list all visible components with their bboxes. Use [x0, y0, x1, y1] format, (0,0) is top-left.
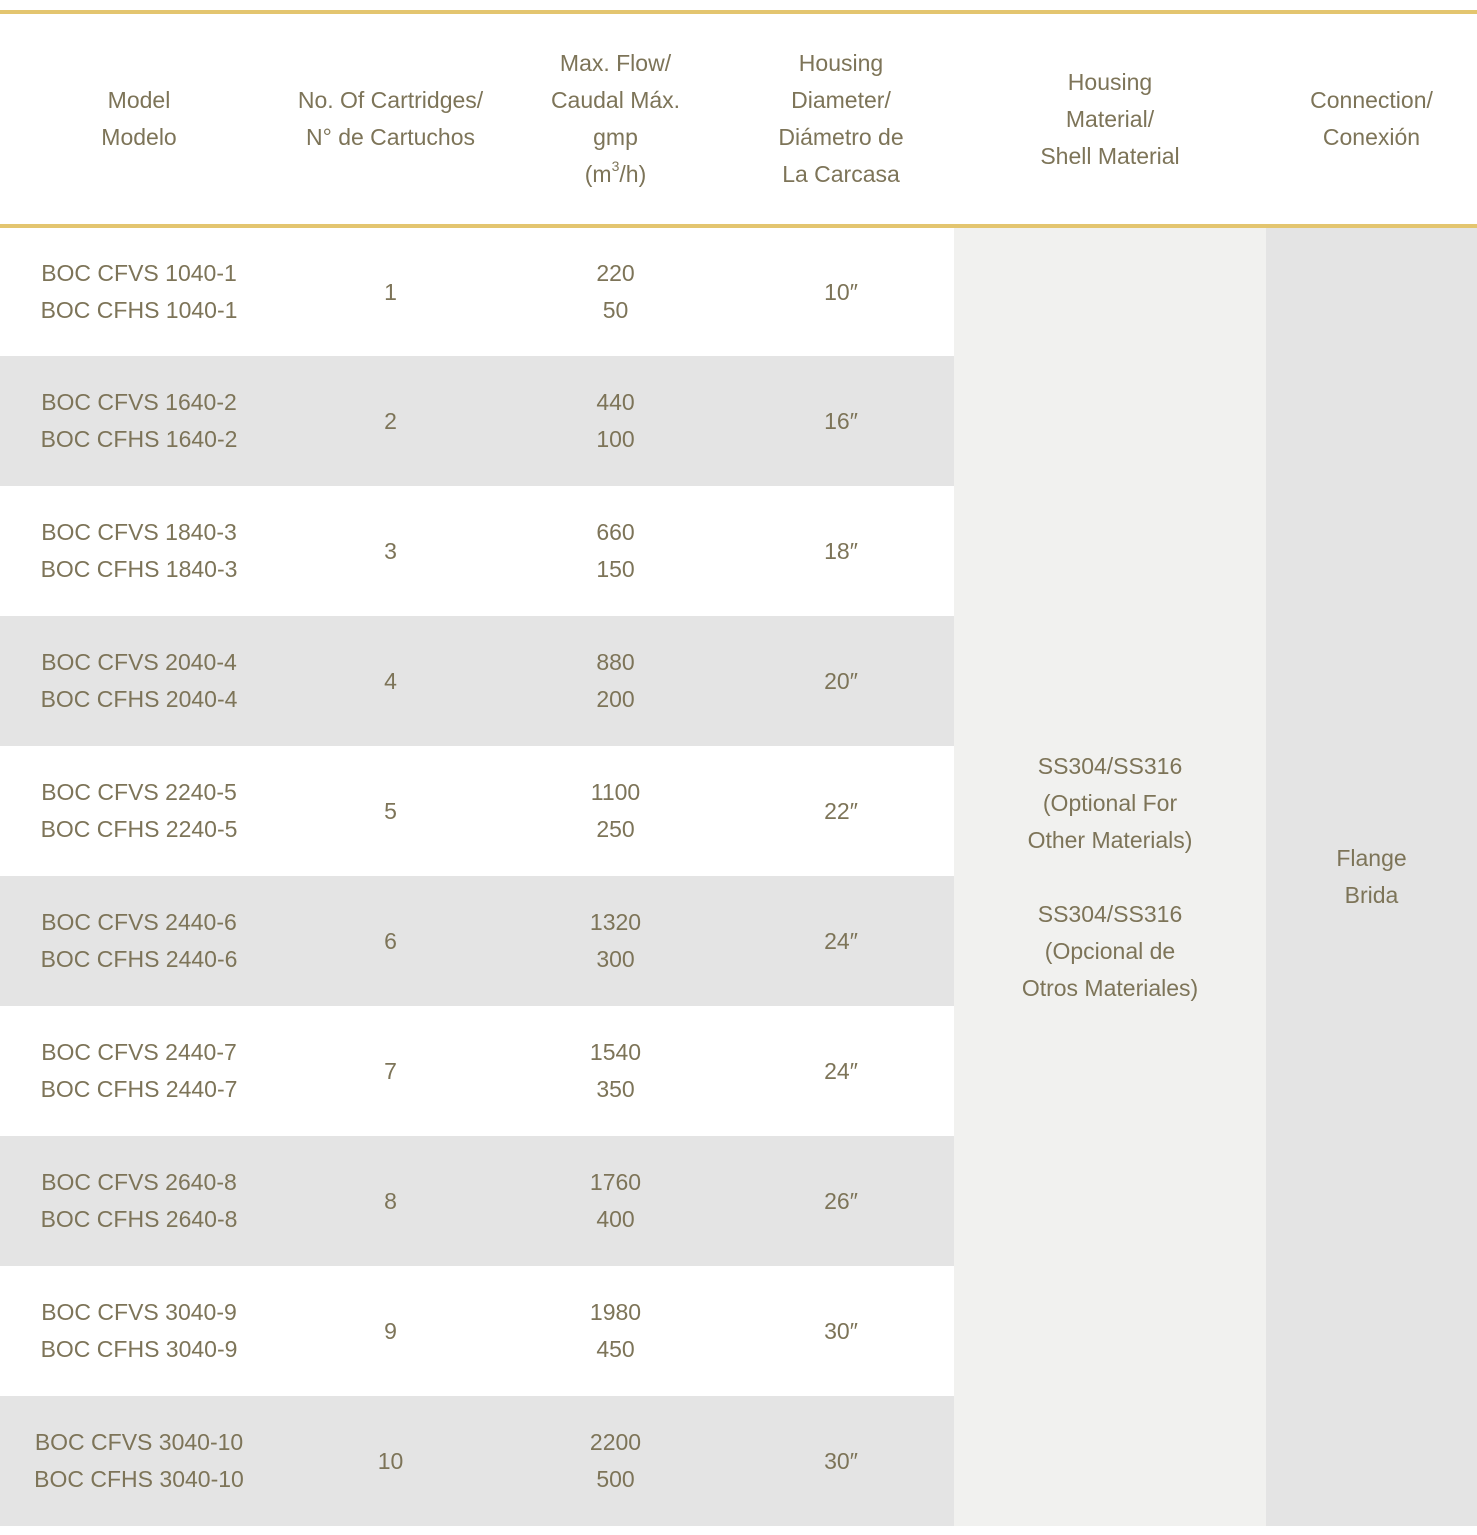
value-model-h: BOC CFHS 2440-7 [40, 1076, 238, 1102]
value-diameter: 20″ [824, 667, 858, 694]
value-model-h: BOC CFHS 1640-2 [40, 426, 238, 452]
connection-line: Brida [1344, 882, 1399, 908]
value-model-h: BOC CFHS 3040-9 [40, 1336, 238, 1362]
value-flow-m3h: 400 [596, 1206, 635, 1232]
value-diameter: 10″ [824, 278, 858, 305]
value-model-v: BOC CFVS 2440-7 [41, 1039, 237, 1065]
cell-shell-material [954, 226, 1266, 1526]
value-model-v: BOC CFVS 2440-6 [41, 909, 237, 935]
value-cartridges: 7 [384, 1057, 397, 1084]
cell-cartridges [278, 876, 503, 1006]
header-housing-material: Housing Material/ Shell Material [954, 12, 1266, 226]
value-diameter: 24″ [824, 1057, 858, 1084]
cell-diameter [728, 1396, 954, 1526]
value-flow-gpm: 1100 [590, 779, 641, 805]
value-model-v: BOC CFVS 2040-4 [41, 649, 237, 675]
cell-diameter [728, 356, 954, 486]
value-flow-m3h: 350 [596, 1076, 635, 1102]
cell-model [0, 1396, 278, 1526]
cell-model [0, 1136, 278, 1266]
cell-diameter [728, 1136, 954, 1266]
cell-model [0, 226, 278, 356]
header-housing-diameter: Housing Diameter/ Diámetro de La Carcasa [728, 12, 954, 226]
value-cartridges: 1 [384, 278, 397, 305]
value-flow-m3h: 300 [596, 946, 635, 972]
value-model-h: BOC CFHS 1040-1 [40, 297, 238, 323]
header-max-flow: Max. Flow/ Caudal Máx. gmp $(m^3/h)$ [503, 12, 728, 226]
material-line: Otros Materiales) [1021, 974, 1199, 1001]
cell-model [0, 616, 278, 746]
cell-diameter [728, 486, 954, 616]
cell-model [0, 356, 278, 486]
material-line: (Optional For [1042, 789, 1178, 816]
value-diameter: 30″ [824, 1317, 858, 1344]
value-flow-gpm: 220 [596, 260, 635, 286]
value-diameter: 26″ [824, 1187, 858, 1214]
value-cartridges: 5 [384, 797, 397, 824]
value-flow-gpm: 2200 [589, 1429, 642, 1455]
value-model-v: BOC CFVS 1040-1 [41, 260, 237, 286]
cell-model [0, 1266, 278, 1396]
flow-unit: $(m^3/h)$ [584, 158, 647, 187]
value-flow-m3h: 450 [596, 1336, 635, 1362]
value-flow-gpm: 660 [596, 519, 635, 545]
cell-model [0, 746, 278, 876]
value-flow-gpm: 880 [596, 649, 635, 675]
table-header [0, 12, 1477, 226]
value-flow-m3h: 250 [596, 816, 635, 842]
cell-cartridges [278, 1396, 503, 1526]
cell-cartridges [278, 1266, 503, 1396]
cell-connection [1266, 226, 1477, 1526]
value-cartridges: 3 [384, 537, 397, 564]
material-line: Other Materials) [1027, 826, 1193, 853]
value-diameter: 16″ [824, 407, 858, 434]
value-diameter: 30″ [824, 1447, 858, 1474]
value-model-v: BOC CFVS 3040-9 [41, 1299, 237, 1325]
value-cartridges: 6 [384, 927, 397, 954]
value-model-h: BOC CFHS 2240-5 [40, 816, 238, 842]
cell-diameter [728, 1266, 954, 1396]
cell-cartridges [278, 226, 503, 356]
value-flow-m3h: 200 [596, 686, 635, 712]
cell-diameter [728, 616, 954, 746]
value-model-v: BOC CFVS 1840-3 [41, 519, 237, 545]
cell-max-flow [503, 356, 728, 486]
cell-cartridges [278, 616, 503, 746]
value-model-v: BOC CFVS 2240-5 [41, 779, 237, 805]
cell-max-flow [503, 746, 728, 876]
cell-diameter [728, 226, 954, 356]
value-cartridges: 2 [384, 407, 397, 434]
value-model-h: BOC CFHS 2040-4 [40, 686, 238, 712]
value-flow-gpm: 1540 [589, 1039, 642, 1065]
cell-max-flow [503, 486, 728, 616]
cell-max-flow [503, 1006, 728, 1136]
cell-max-flow [503, 1136, 728, 1266]
cell-cartridges [278, 1136, 503, 1266]
value-flow-m3h: 50 [602, 297, 629, 323]
cell-max-flow [503, 1396, 728, 1526]
value-flow-gpm: 1320 [589, 909, 642, 935]
cell-cartridges [278, 1006, 503, 1136]
value-model-h: BOC CFHS 1840-3 [40, 556, 238, 582]
cell-model [0, 1006, 278, 1136]
value-flow-gpm: 1760 [589, 1169, 642, 1195]
cell-max-flow [503, 616, 728, 746]
connection-line: Flange [1336, 845, 1407, 871]
cell-max-flow [503, 876, 728, 1006]
value-model-h: BOC CFHS 2440-6 [40, 946, 238, 972]
value-model-v: BOC CFVS 1640-2 [41, 389, 237, 415]
cell-max-flow [503, 226, 728, 356]
value-cartridges: 9 [384, 1317, 397, 1344]
value-model-v: BOC CFVS 2640-8 [41, 1169, 237, 1195]
cell-max-flow [503, 1266, 728, 1396]
value-flow-gpm: 1980 [589, 1299, 642, 1325]
material-line: SS304/SS316 [1037, 900, 1183, 927]
cell-diameter [728, 1006, 954, 1136]
value-flow-m3h: 100 [596, 426, 635, 452]
material-line: (Opcional de [1044, 937, 1176, 964]
value-cartridges: 10 [377, 1447, 404, 1474]
cell-diameter [728, 876, 954, 1006]
cell-cartridges [278, 746, 503, 876]
value-model-h: BOC CFHS 2640-8 [40, 1206, 238, 1232]
cell-diameter [728, 746, 954, 876]
value-cartridges: 8 [384, 1187, 397, 1214]
header-connection: Connection/ Conexión [1266, 12, 1477, 226]
material-line: SS304/SS316 [1037, 752, 1183, 779]
cell-model [0, 876, 278, 1006]
cell-cartridges [278, 356, 503, 486]
cell-model [0, 486, 278, 616]
cell-cartridges [278, 486, 503, 616]
value-flow-m3h: 500 [596, 1466, 635, 1492]
value-model-v: BOC CFVS 3040-10 [34, 1429, 244, 1455]
value-cartridges: 4 [384, 667, 397, 694]
housing-spec-table [0, 10, 1477, 1526]
value-model-h: BOC CFHS 3040-10 [34, 1466, 244, 1492]
value-diameter: 22″ [824, 797, 858, 824]
value-flow-m3h: 150 [596, 556, 635, 582]
header-cartridges: No. Of Cartridges/ N° de Cartuchos [278, 12, 503, 226]
value-flow-gpm: 440 [596, 389, 635, 415]
value-diameter: 18″ [824, 537, 858, 564]
header-model: Model Modelo [0, 12, 278, 226]
value-diameter: 24″ [824, 927, 858, 954]
table-row [0, 226, 1477, 356]
table-body [0, 226, 1477, 1526]
